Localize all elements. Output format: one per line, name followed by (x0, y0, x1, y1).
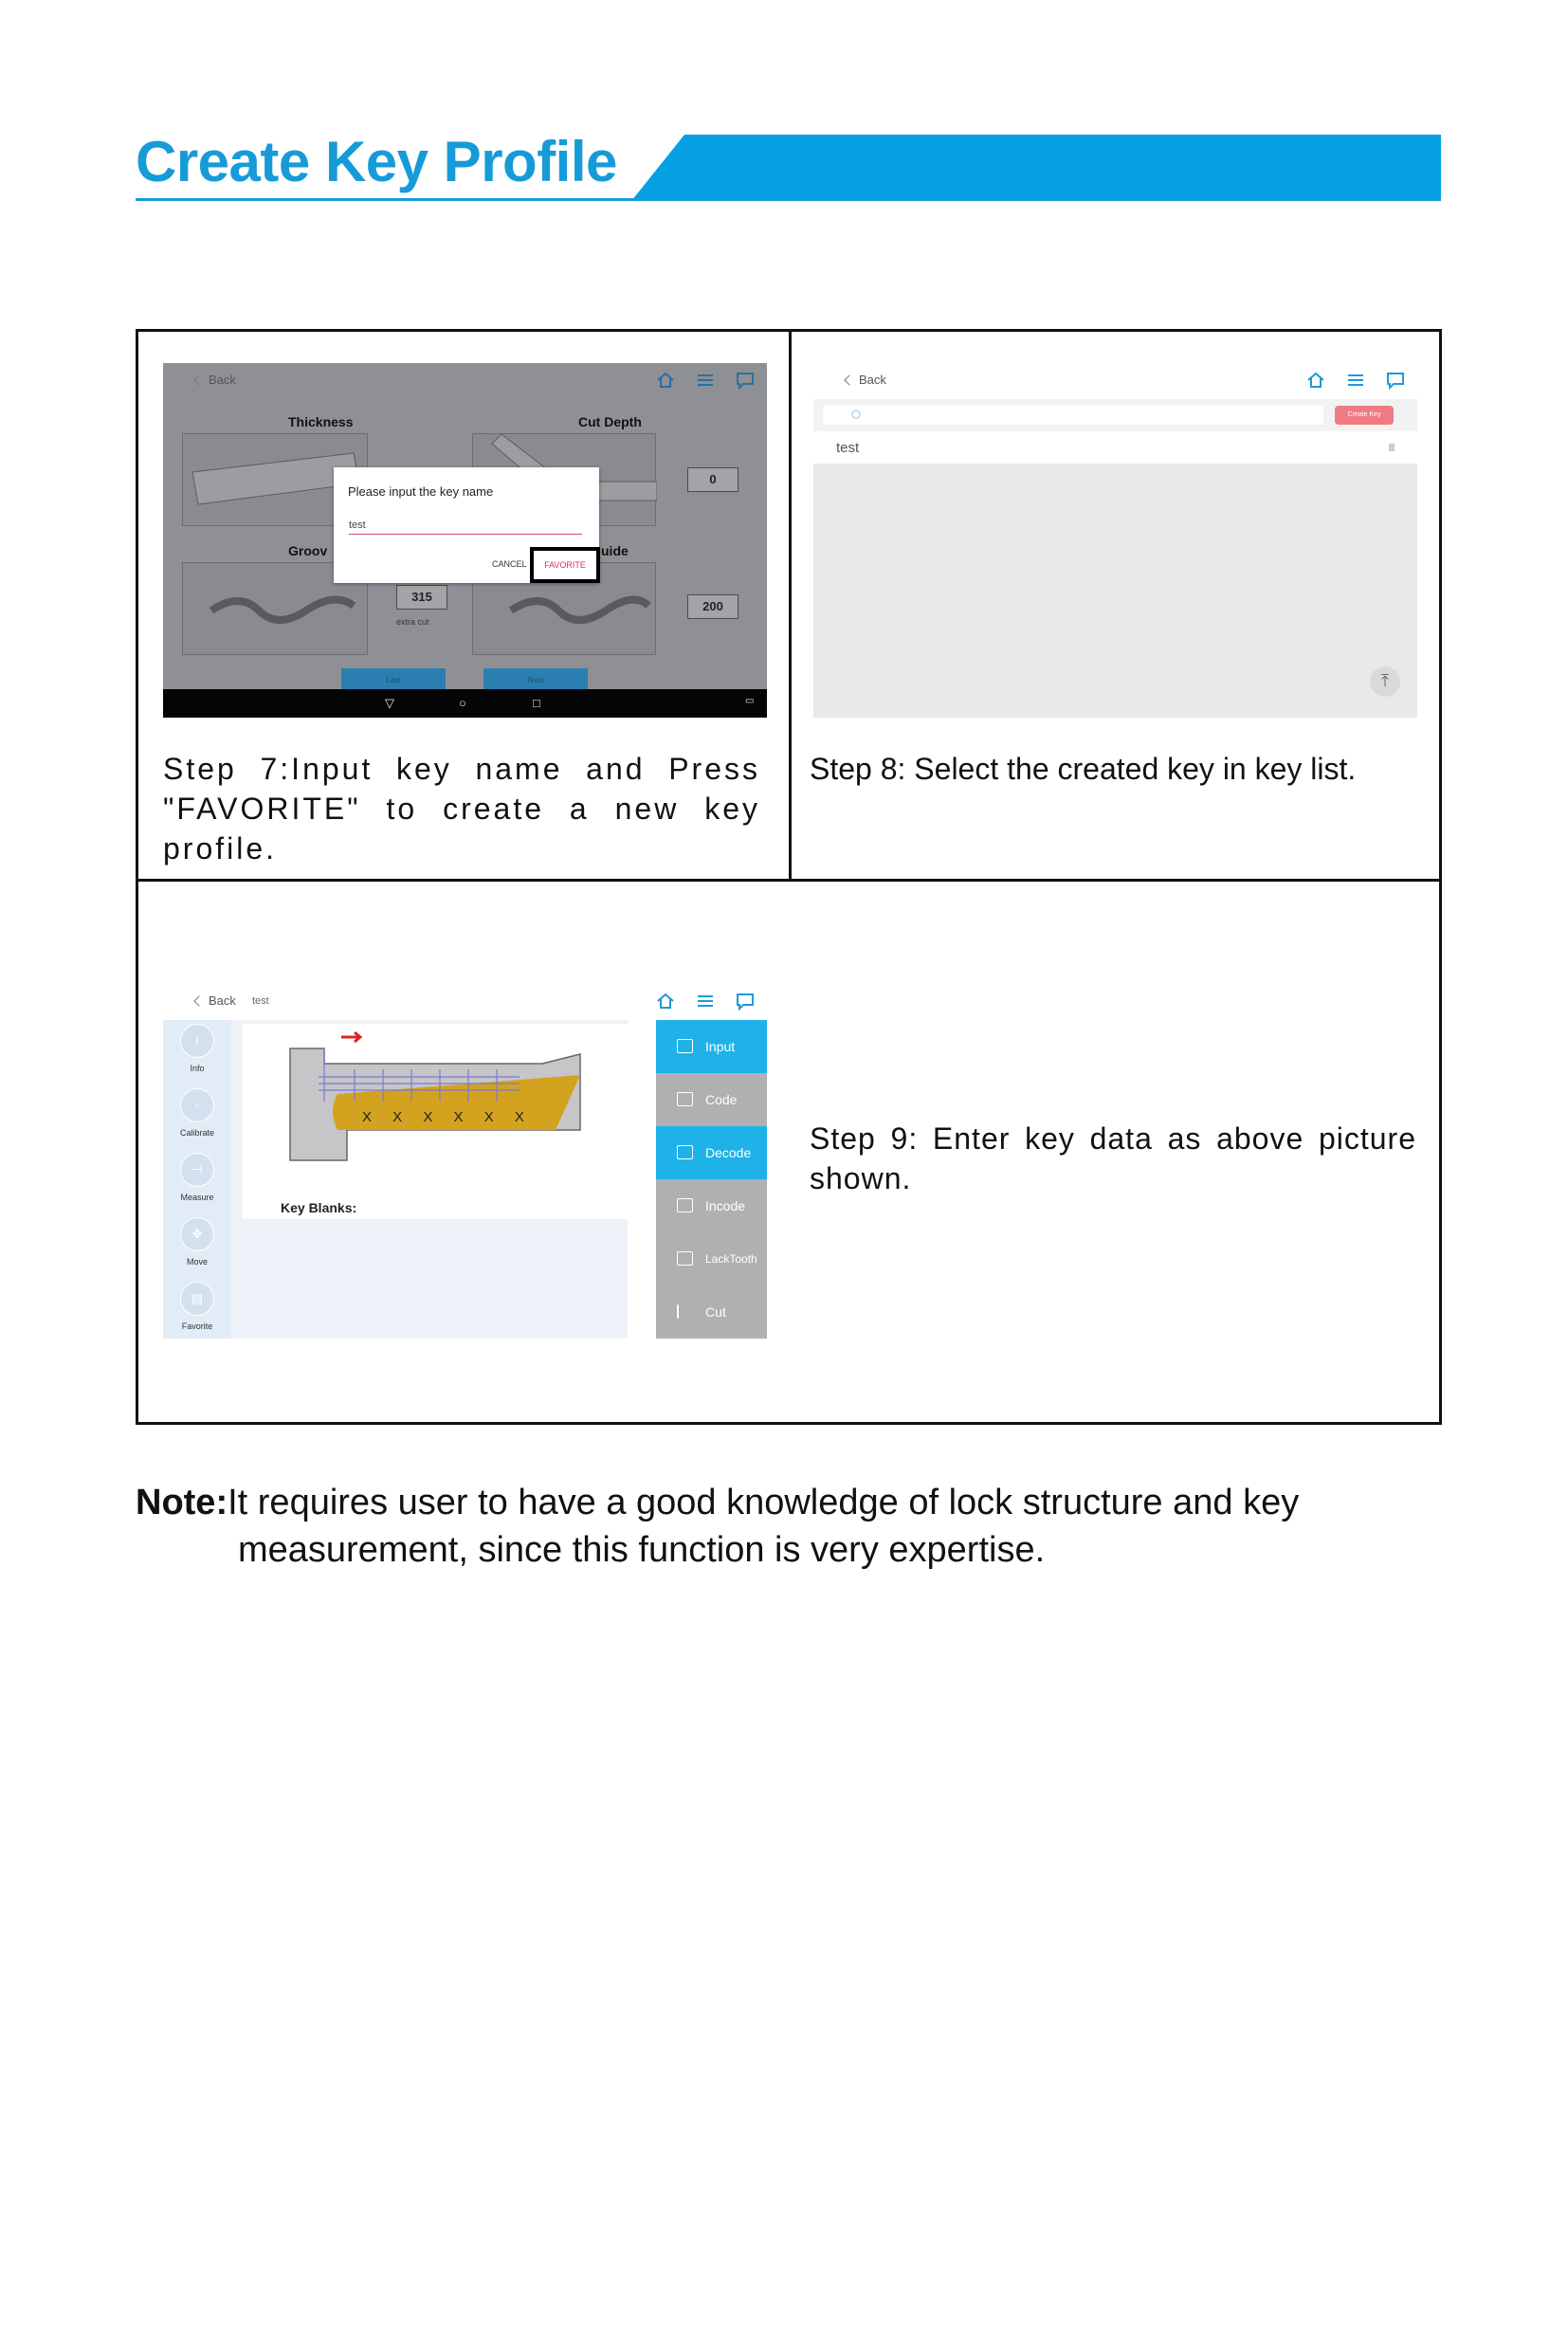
calibrate-icon: ◦ (180, 1088, 214, 1122)
menu-item-input[interactable]: Input (656, 1020, 767, 1073)
dialog-title: Please input the key name (348, 484, 494, 499)
home-icon[interactable] (655, 991, 676, 1011)
key-name-dialog (334, 467, 599, 583)
step8-screenshot (813, 363, 1417, 718)
favorite-button[interactable]: FAVORITE (530, 547, 600, 583)
cut-marks: X X X X X X (362, 1109, 533, 1125)
title-accent-bar (631, 135, 1441, 201)
cancel-button[interactable]: CANCEL (492, 559, 527, 569)
note-text-2: measurement, since this function is very expertise. (238, 1530, 1046, 1570)
scroll-top-icon[interactable]: ⤒ (1370, 666, 1400, 697)
groove-value[interactable]: 315 (396, 585, 447, 610)
key-blanks-label: Key Blanks: (281, 1200, 357, 1215)
note-line1 (136, 1479, 1299, 1526)
step8-text: Step 8: Select the created key in key list. (810, 752, 1357, 786)
sidebar-item-calibrate[interactable]: ◦ Calibrate (163, 1088, 231, 1138)
menu-icon[interactable] (695, 991, 716, 1011)
menu-item-decode[interactable]: Decode (656, 1126, 767, 1179)
delete-icon[interactable] (1389, 444, 1395, 451)
key-list-area (813, 464, 1417, 718)
lacktooth-icon (677, 1251, 693, 1266)
page-title: Create Key Profile (136, 130, 617, 193)
sidebar-item-info[interactable]: i Info (163, 1024, 231, 1073)
nav-home-icon[interactable]: ○ (459, 696, 466, 710)
step9-screenshot (163, 984, 767, 1339)
note-text-1: It requires user to have a good knowledge of lock structure and key (228, 1483, 1300, 1522)
home-icon[interactable] (655, 370, 676, 391)
note-label: Note: (136, 1483, 228, 1522)
search-bar (813, 399, 1417, 431)
list-item[interactable] (813, 431, 1417, 464)
sidebar-item-move[interactable]: ✥ Move (163, 1217, 231, 1267)
back-button[interactable]: Back (846, 373, 886, 387)
menu-item-cut[interactable]: Cut (656, 1285, 767, 1339)
incode-icon (677, 1198, 693, 1212)
menu-item-lacktooth[interactable]: LackTooth (656, 1232, 767, 1285)
back-button[interactable]: Back (195, 993, 236, 1008)
code-icon (677, 1092, 693, 1106)
android-navbar (163, 689, 767, 718)
chat-icon[interactable] (735, 370, 756, 391)
steps-table (136, 329, 1442, 1425)
step7-screenshot (163, 363, 767, 718)
key-content-area (231, 1020, 628, 1339)
chat-icon[interactable] (735, 991, 756, 1011)
key-diagram-card (243, 1024, 643, 1219)
home-icon[interactable] (1305, 370, 1326, 391)
favorite-icon: ▤ (180, 1282, 214, 1316)
chat-icon[interactable] (1385, 370, 1406, 391)
extra-cut-label[interactable]: extra cut (396, 617, 429, 627)
thickness-label: Thickness (288, 414, 354, 429)
menu-icon[interactable] (695, 370, 716, 391)
menu-item-incode[interactable]: Incode (656, 1179, 767, 1232)
guide-value[interactable]: 200 (687, 594, 738, 619)
app-topbar (813, 363, 1417, 399)
app-topbar (163, 984, 767, 1020)
search-input[interactable] (823, 406, 1323, 425)
last-button[interactable]: Last (341, 668, 446, 689)
move-icon: ✥ (180, 1217, 214, 1251)
step9-text: Step 9: Enter key data as above picture shown. (810, 1121, 1416, 1195)
key-name: test (252, 995, 269, 1007)
info-icon: i (180, 1024, 214, 1058)
cut-depth-label: Cut Depth (578, 414, 642, 429)
table-divider-horizontal (138, 879, 1439, 882)
nav-recent-icon[interactable]: □ (533, 696, 540, 710)
key-item-name: test (836, 440, 860, 456)
step7-text: Step 7:Input key name and Press "FAVORITE" to create a new key profile. (163, 752, 760, 866)
next-button[interactable]: Next (483, 668, 588, 689)
chevron-left-icon (193, 995, 204, 1006)
decode-icon (677, 1145, 693, 1159)
create-key-button[interactable]: Create Key (1335, 406, 1394, 425)
measure-icon: ⊣ (180, 1153, 214, 1187)
sidebar-item-favorite[interactable]: ▤ Favorite (163, 1282, 231, 1331)
search-icon (851, 410, 863, 421)
nav-back-icon[interactable]: ▽ (385, 696, 394, 710)
app-topbar (163, 363, 767, 399)
key-name-input[interactable]: test (349, 519, 582, 535)
keyboard-icon[interactable]: ▭ (745, 696, 755, 706)
groove-label: Groov (288, 543, 328, 558)
input-icon (677, 1039, 693, 1053)
table-divider-vertical (789, 332, 792, 880)
menu-icon[interactable] (1345, 370, 1366, 391)
sidebar-item-measure[interactable]: ⊣ Measure (163, 1153, 231, 1202)
chevron-left-icon (844, 374, 854, 385)
cut-icon (677, 1304, 683, 1319)
cut-depth-value[interactable]: 0 (687, 467, 738, 492)
right-menu (656, 1020, 767, 1339)
chevron-left-icon (193, 374, 204, 385)
back-button[interactable]: Back (195, 373, 236, 387)
title-underline (136, 198, 1441, 201)
menu-item-code[interactable]: Code (656, 1073, 767, 1126)
left-sidebar (163, 1020, 231, 1339)
guide-label: uide (601, 543, 629, 558)
